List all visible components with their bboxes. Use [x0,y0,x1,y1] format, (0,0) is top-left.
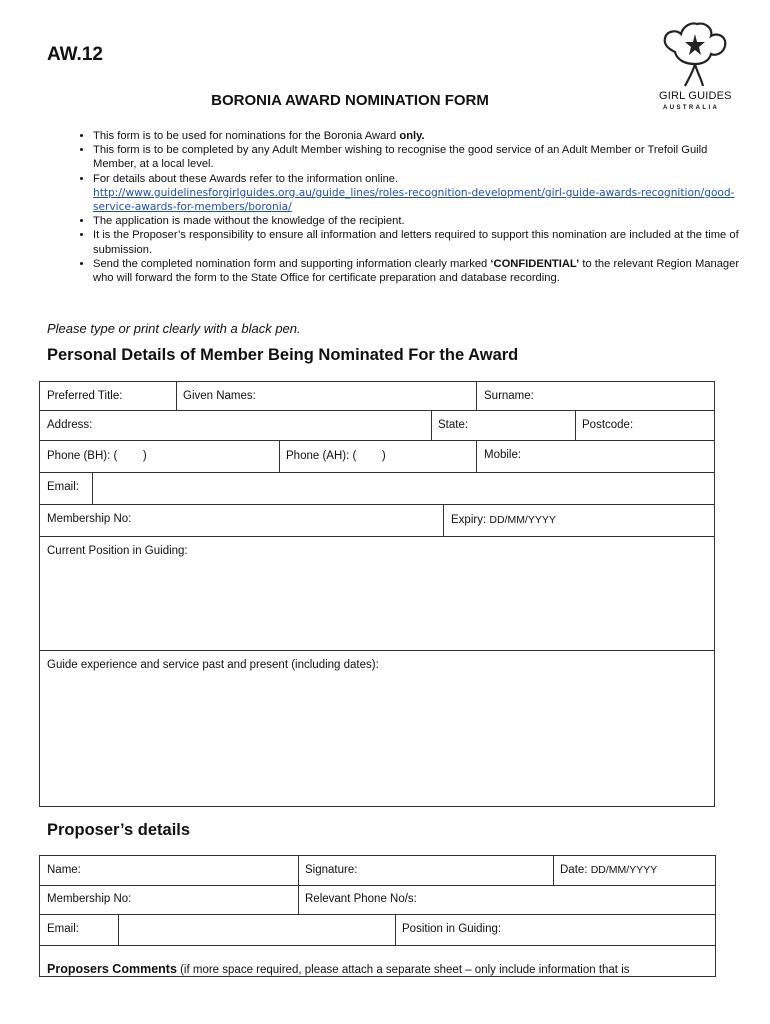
list-item: • This form is to be used for nominations for the Boronia Award only. [93,129,753,143]
postcode-field[interactable]: Postcode: [582,419,634,431]
phone-ah-field[interactable]: Phone (AH): ( ) [286,450,386,462]
expiry-field[interactable]: Expiry: DD/MM/YYYY [451,514,556,526]
list-item: • Send the completed nomination form and supporting information clearly marked ‘CONFIDENTIAL’ to the relevant Region Manager who will forward the form to the State Office for certificate preparation and database recording. [93,257,753,285]
membership-no-field[interactable]: Membership No: [47,513,132,525]
expiry-format: DD/MM/YYYY [489,514,556,526]
boronia-info-link[interactable]: http://www.guidelinesforgirlguides.org.au/guide_lines/roles-recognition-development/girl-guide-awards-recognition/good-service-awards-for-members/boronia/ [93,186,735,214]
form-title: BORONIA AWARD NOMINATION FORM [211,92,489,109]
list-item: • This form is to be completed by any Adult Member wishing to recognise the good service of an Adult Member or Trefoil Guild Member, at a local level. [93,143,753,171]
surname-field[interactable]: Surname: [484,390,534,402]
current-position-field[interactable]: Current Position in Guiding: [47,545,188,557]
proposer-phone-field[interactable]: Relevant Phone No/s: [305,893,417,905]
preferred-title-field[interactable]: Preferred Title: [47,390,123,402]
proposer-position-field[interactable]: Position in Guiding: [402,923,502,935]
address-field[interactable]: Address: [47,419,93,431]
form-code: AW.12 [47,44,103,65]
email-field[interactable]: Email: [47,481,79,493]
logo-text-main: GIRL GUIDES [659,90,732,102]
proposer-name-field[interactable]: Name: [47,864,81,876]
list-item: • For details about these Awards refer to the information online. http://www.guidelinesforgirlguides.org.au/guide_lines/roles-recognition-development/girl-guide-awards-recognition/good-service-awards-for-members/boronia/ [93,172,753,215]
proposer-membership-field[interactable]: Membership No: [47,893,132,905]
logo-text-country: AUSTRALIA [663,105,720,111]
proposer-comments-field[interactable]: Proposers Comments (if more space required, please attach a separate sheet – only include information that is [47,962,630,976]
trefoil-icon [655,20,735,92]
state-field[interactable]: State: [438,419,469,431]
instructions-list [50,129,753,285]
experience-field[interactable]: Guide experience and service past and present (including dates): [47,659,379,671]
list-item: • The application is made without the knowledge of the recipient. [93,214,753,228]
date-format: DD/MM/YYYY [590,864,658,876]
phone-bh-field[interactable]: Phone (BH): ( ) [47,450,147,462]
mobile-field[interactable]: Mobile: [484,449,522,461]
personal-details-heading: Personal Details of Member Being Nominated For the Award [47,346,519,364]
proposer-date-field[interactable]: Date: DD/MM/YYYY [560,864,658,876]
proposer-signature-field[interactable]: Signature: [305,864,358,876]
instruction-text: Please type or print clearly with a black pen. [47,321,301,336]
list-item: • It is the Proposer’s responsibility to ensure all information and letters required to support this nomination are included at the time of submission. [93,228,753,256]
personal-details-table [39,381,715,807]
proposer-email-field[interactable]: Email: [47,923,79,935]
girl-guides-logo [655,20,735,115]
given-names-field[interactable]: Given Names: [183,390,256,402]
proposer-details-heading: Proposer’s details [47,821,191,839]
